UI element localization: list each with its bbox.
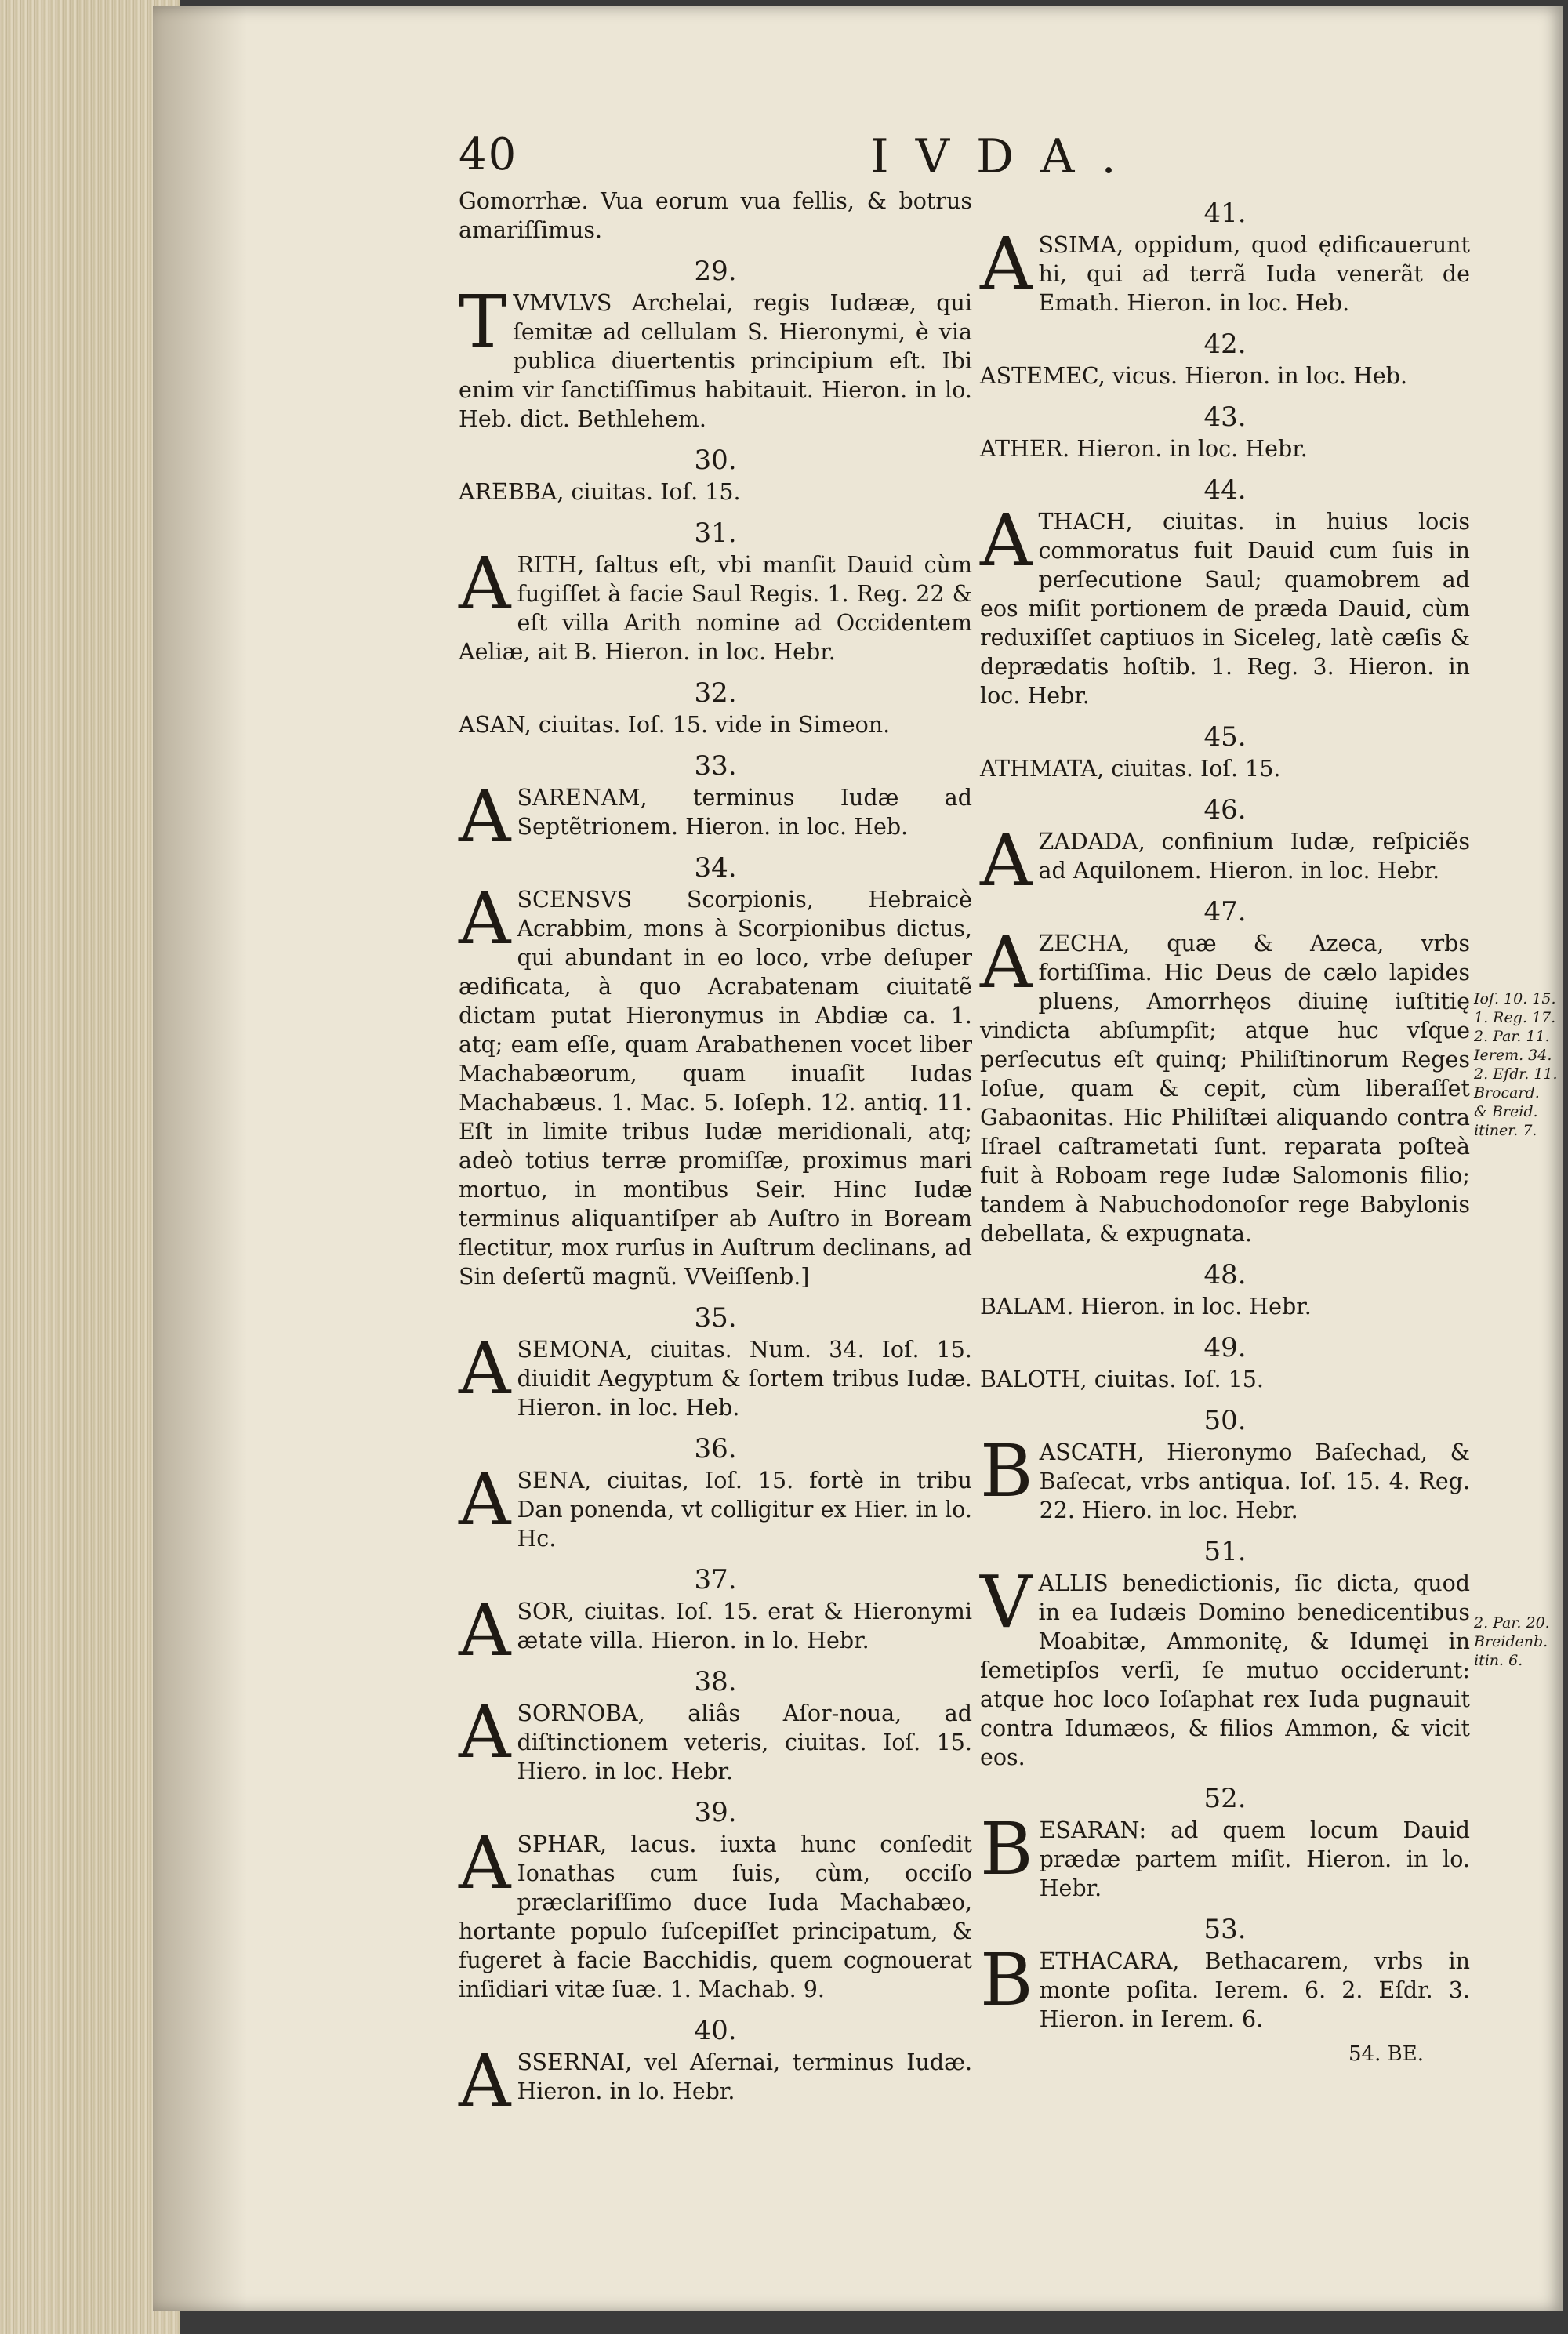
margin-note: Brocard. xyxy=(1474,1084,1540,1102)
entry-text: SSERNAI, vel Aſernai, terminus Iudæ. Hieron. in lo. Hebr. xyxy=(517,2049,972,2104)
entry-text-block xyxy=(459,1821,972,2004)
entry-text-block xyxy=(980,434,1470,463)
margin-note: 2. Par. 11. xyxy=(1474,1028,1550,1045)
entry xyxy=(980,1405,1470,1525)
entry-text-block xyxy=(980,1429,1470,1525)
entry-number: 50. xyxy=(1203,1405,1247,1436)
entry-text: RITH, ſaltus eſt, vbi manſit Dauid cùm fugiſſet à facie Saul Regis. 1. Reg. 22 & eſt villa Arith nomine ad Occidentem Aeliæ, ait B. Hieron. in loc. Hebr. xyxy=(459,552,972,665)
entry xyxy=(459,1797,972,2004)
entry-number: 45. xyxy=(1203,721,1247,753)
margin-note: Ioſ. 10. 15. xyxy=(1474,990,1556,1007)
entry-text-block xyxy=(980,499,1470,710)
margin-note: & Breid. xyxy=(1474,1103,1538,1120)
drop-capital: B xyxy=(980,1429,1033,1513)
entry-text: ETHACARA, Bethacarem, vrbs in monte poſita. Ierem. 6. 2. Eſdr. 3. Hieron. in Ierem. 6. xyxy=(1039,1948,1470,2032)
entry-text-block xyxy=(980,1807,1470,1903)
drop-capital: A xyxy=(459,1690,511,1774)
entry-text: BALAM. Hieron. in loc. Hebr. xyxy=(980,1294,1312,1319)
entry-text-block xyxy=(459,2039,972,2123)
drop-capital: B xyxy=(980,1807,1033,1891)
entry-number: 52. xyxy=(1203,1783,1247,1814)
entry xyxy=(980,198,1470,318)
entry-text-block xyxy=(459,775,972,858)
drop-capital: A xyxy=(980,499,1033,583)
entry-number: 37. xyxy=(694,1564,737,1595)
entry-text: SORNOBA, aliâs Aſor-noua, ad diſtinctionem veteris, ciuitas. Ioſ. 15. Hiero. in loc. Hebr. xyxy=(517,1701,972,1784)
entry xyxy=(980,1332,1470,1394)
margin-note: 2. Par. 20. xyxy=(1474,1614,1550,1632)
entry-text: ALLIS benedictionis, ſic dicta, quod in ea Iudæis Domino benedicentibus Moabitæ, Ammonitę, & Idumęi in ſemetipſos verſi, ſe mutuo occiderunt: atque hoc loco Ioſaphat rex Iuda pugnauit contra Idumæos, & filios Ammon, & vicit eos. xyxy=(980,1570,1470,1770)
entry-number: 35. xyxy=(694,1302,737,1334)
entry-text-block xyxy=(459,1690,972,1786)
entry-number: 53. xyxy=(1203,1914,1247,1945)
left-column xyxy=(459,187,972,2123)
entry-number: 29. xyxy=(694,256,737,287)
page-number: 40 xyxy=(459,129,518,180)
entry-text: AREBBA, ciuitas. Ioſ. 15. xyxy=(459,479,741,505)
entry-number: 46. xyxy=(1203,794,1247,826)
margin-note: Breidenb. xyxy=(1474,1633,1548,1650)
entry-text: SEMONA, ciuitas. Num. 34. Ioſ. 15. diuidit Aegyptum & ſortem tribus Iudæ. Hieron. in loc. Heb. xyxy=(517,1337,972,1421)
entry xyxy=(459,677,972,739)
entry-text-block xyxy=(459,187,972,245)
entry xyxy=(459,1564,972,1672)
entry-text-block xyxy=(980,1560,1470,1772)
entry-number: 49. xyxy=(1203,1332,1247,1363)
entry xyxy=(980,794,1470,902)
entry xyxy=(459,517,972,666)
entry-number: 51. xyxy=(1203,1536,1247,1567)
entry-text-block xyxy=(980,222,1470,318)
entry-text: SARENAM, terminus Iudæ ad Septẽtrionem. Hieron. in loc. Heb. xyxy=(517,785,972,840)
margin-note: itin. 6. xyxy=(1474,1652,1523,1669)
drop-capital: T xyxy=(459,280,507,364)
page-gutter-shadow xyxy=(153,6,247,2311)
drop-capital: A xyxy=(980,920,1033,1004)
running-title: IVDA. xyxy=(870,129,1143,184)
margin-notes-entry-51 xyxy=(1474,1613,1560,1670)
entry-text: SSIMA, oppidum, quod ędificauerunt hi, qui ad terrã Iuda venerãt de Emath. Hieron. in loc. Heb. xyxy=(1038,232,1470,316)
entry-number: 43. xyxy=(1203,401,1247,433)
entry-text: ASCATH, Hieronymo Baſechad, & Baſecat, vrbs antiqua. Ioſ. 15. 4. Reg. 22. Hiero. in loc. Hebr. xyxy=(1039,1439,1470,1523)
entry xyxy=(459,187,972,245)
entry-text: THACH, ciuitas. in huius locis commoratus fuit Dauid cum ſuis in perſecutione Saul; quamobrem ad eos miſit portionem de præda Dauid, cùm reduxiſſet captiuos in Siceleg, latè cæſis & deprædatis hoſtib. 1. Reg. 3. Hieron. in loc. Hebr. xyxy=(980,509,1470,709)
entry-text: ZECHA, quæ & Azeca, vrbs fortiſſima. Hic Deus de cælo lapides pluens, Amorrhęos diuinę iuſtitię vindicta abſumpſit; atque huc vſque perſecutus eſt quinq; Philiſtinorum Reges Ioſue, quam & cepit, cùm liberaſſet Gabaonitas. Hic Philiſtæi aliquando contra Iſrael caſtrametati ſunt. reparata poſteà fuit à Roboam rege Iudæ Salomonis filio; tandem à Nabuchodonoſor rege Babylonis debellata, & expugnata. xyxy=(980,931,1470,1247)
entry-text-block xyxy=(459,280,972,434)
margin-notes-entry-47 xyxy=(1474,989,1560,1140)
entry-number: 41. xyxy=(1203,198,1247,229)
entry-text: ASAN, ciuitas. Ioſ. 15. vide in Simeon. xyxy=(459,712,891,738)
catchword: 54. BE. xyxy=(1348,2042,1424,2066)
entry-text: ZADADA, confinium Iudæ, reſpiciẽs ad Aquilonem. Hieron. in loc. Hebr. xyxy=(1038,829,1470,884)
entry xyxy=(459,256,972,434)
drop-capital: A xyxy=(459,2039,511,2123)
drop-capital: A xyxy=(459,775,511,858)
entry-text-block xyxy=(980,754,1470,783)
entry-text: BALOTH, ciuitas. Ioſ. 15. xyxy=(980,1367,1264,1392)
entry-text: ASTEMEC, vicus. Hieron. in loc. Heb. xyxy=(980,363,1408,389)
margin-note: Ierem. 34. xyxy=(1474,1047,1552,1064)
drop-capital: A xyxy=(980,222,1033,306)
entry-text-block xyxy=(980,361,1470,390)
entry-number: 32. xyxy=(694,677,737,709)
entry xyxy=(980,1536,1470,1772)
entry xyxy=(459,2015,972,2123)
margin-note: itiner. 7. xyxy=(1474,1122,1537,1139)
entry-number: 44. xyxy=(1203,474,1247,506)
drop-capital: A xyxy=(459,542,511,626)
drop-capital: V xyxy=(980,1560,1033,1644)
entry xyxy=(459,852,972,1291)
entry-text: SCENSVS Scorpionis, Hebraicè Acrabbim, mons à Scorpionibus dictus, qui abundant in eo loco, vrbe deſuper ædificata, à quo Acrabatenam ciuitatẽ dictam putat Hieronymus in Abdiæ ca. 1. atq; eam eſſe, quam Arabathenen vocet liber Machabæorum, quam inuaſit Iudas Machabæus. 1. Mac. 5. Ioſeph. 12. antiq. 11. Eſt in limite tribus Iudæ meridionali, atq; adeò totius terræ promiſſæ, proximus mari mortuo, in montibus Seir. Hinc Iudæ terminus aliquantiſper ab Auſtro in Boream flectitur, mox rurſus in Auſtrum declinans, ad Sin deſertũ magnũ. VVeiſſenb.] xyxy=(459,887,972,1290)
entry-text-block xyxy=(459,1327,972,1422)
entry xyxy=(980,896,1470,1248)
entry-text-block xyxy=(980,920,1470,1248)
entry xyxy=(459,1433,972,1553)
entry-number: 31. xyxy=(694,517,737,549)
entry-text-block xyxy=(459,542,972,666)
entry-text-block xyxy=(459,1457,972,1553)
entry-text: SOR, ciuitas. Ioſ. 15. erat & Hieronymi ætate villa. Hieron. in lo. Hebr. xyxy=(517,1599,972,1653)
entry xyxy=(980,401,1470,463)
entry-number: 40. xyxy=(694,2015,737,2046)
entry-text-block xyxy=(980,1292,1470,1321)
entry-text: ESARAN: ad quem locum Dauid prædæ partem miſit. Hieron. in lo. Hebr. xyxy=(1039,1817,1470,1901)
entry-text: SPHAR, lacus. iuxta hunc conſedit Ionathas cum ſuis, cùm, occiſo præclariſſimo duce Iuda Machabæo, hortante populo ſuſcepiſſet principatum, & fugeret à facie Bacchidis, quem cognouerat inſidiari vitæ ſuæ. 1. Machab. 9. xyxy=(459,1831,972,2002)
entry-number: 34. xyxy=(694,852,737,884)
entry xyxy=(980,721,1470,783)
entry-text: VMVLVS Archelai, regis Iudææ, qui ſemitæ ad cellulam S. Hieronymi, è via publica diuertentis principium eſt. Ibi enim vir ſanctiſſimus habitauit. Hieron. in lo. Heb. dict. Bethlehem. xyxy=(459,290,972,432)
entry-text-block xyxy=(980,819,1470,902)
drop-capital: A xyxy=(459,877,511,960)
entry-text-block xyxy=(980,1938,1470,2034)
entry-text: Gomorrhæ. Vua eorum vua fellis, & botrus amariſſimus. xyxy=(459,188,972,243)
entry xyxy=(459,750,972,858)
entry-number: 42. xyxy=(1203,329,1247,360)
drop-capital: A xyxy=(459,1588,511,1672)
entry-text-block xyxy=(459,877,972,1291)
entry-text-block xyxy=(459,477,972,506)
entry-number: 36. xyxy=(694,1433,737,1465)
entry-number: 38. xyxy=(694,1666,737,1697)
entry xyxy=(459,1302,972,1422)
entry xyxy=(980,1783,1470,1903)
entry-number: 30. xyxy=(694,445,737,476)
margin-note: 2. Eſdr. 11. xyxy=(1474,1065,1558,1083)
entry xyxy=(980,1259,1470,1321)
entry-text: ATHMATA, ciuitas. Ioſ. 15. xyxy=(980,756,1281,782)
drop-capital: A xyxy=(459,1327,511,1410)
drop-capital: A xyxy=(459,1821,511,1905)
entry-number: 47. xyxy=(1203,896,1247,927)
drop-capital: A xyxy=(980,819,1033,902)
entry xyxy=(459,445,972,506)
entry xyxy=(980,329,1470,390)
entry-number: 39. xyxy=(694,1797,737,1828)
entry xyxy=(980,474,1470,710)
entry-number: 48. xyxy=(1203,1259,1247,1290)
entry-text: ATHER. Hieron. in loc. Hebr. xyxy=(980,436,1308,462)
drop-capital: B xyxy=(980,1938,1033,2022)
entry-text-block xyxy=(980,1365,1470,1394)
entry xyxy=(459,1666,972,1786)
right-column xyxy=(980,187,1470,2034)
drop-capital: A xyxy=(459,1457,511,1541)
entry xyxy=(980,1914,1470,2034)
entry-text-block xyxy=(459,1588,972,1672)
entry-text-block xyxy=(459,710,972,739)
margin-note: 1. Reg. 17. xyxy=(1474,1009,1556,1026)
entry-number: 33. xyxy=(694,750,737,782)
entry-text: SENA, ciuitas, Ioſ. 15. fortè in tribu Dan ponenda, vt colligitur ex Hier. in lo. Hc. xyxy=(517,1468,972,1552)
